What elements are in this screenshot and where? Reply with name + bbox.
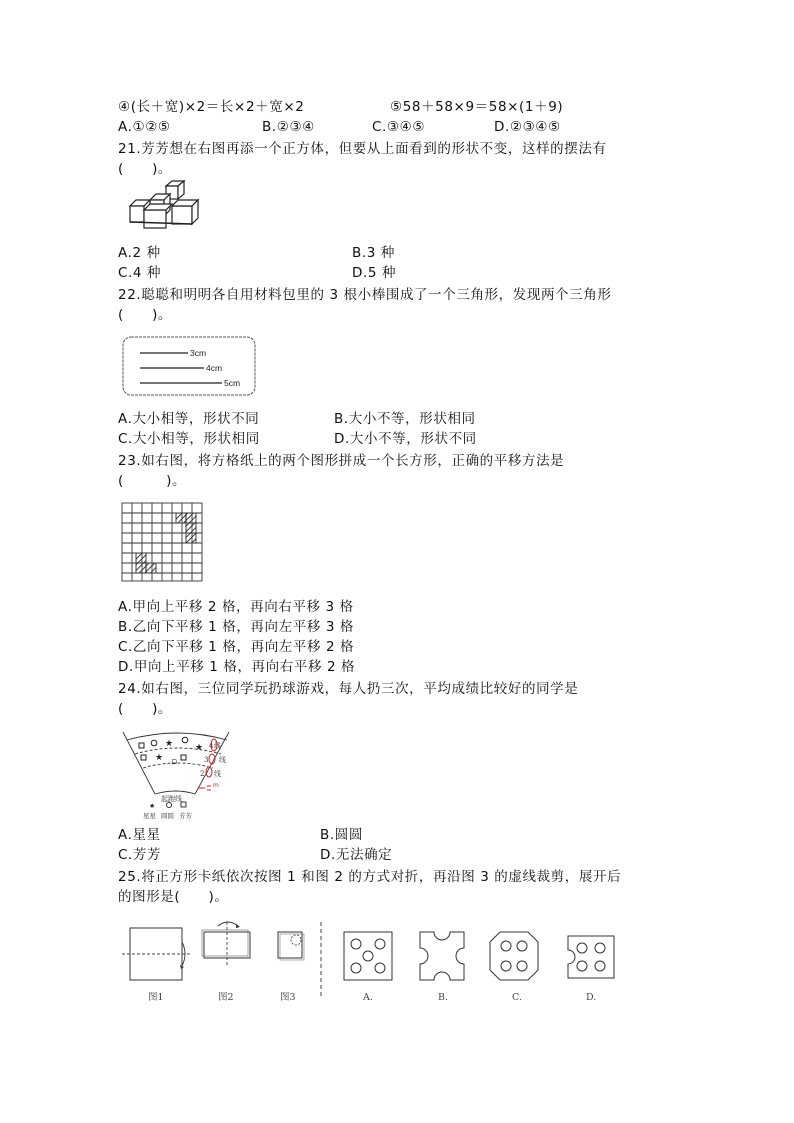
line3-suffix: 线	[219, 756, 226, 764]
stick-3cm-label: 3cm	[190, 348, 207, 358]
answer-a-shape	[344, 932, 392, 980]
q20-option-d[interactable]: D.②③④⑤	[494, 119, 561, 135]
q21-option-a[interactable]: A.2 种	[118, 245, 161, 261]
fig2-label: 图2	[218, 992, 234, 1003]
answer-c-shape	[490, 932, 538, 980]
line4-suffix: 线	[214, 742, 221, 750]
svg-text:★: ★	[195, 743, 204, 753]
grid-paper-figure	[121, 500, 207, 584]
answer-a-label[interactable]: A.	[363, 992, 373, 1003]
q21-option-b[interactable]: B.3 种	[352, 245, 395, 261]
answer-b-shape	[420, 932, 464, 980]
red-handwriting-unit: m	[213, 782, 219, 789]
q21-stem: 21.芳芳想在右图再添一个正方体，但要从上面看到的形状不变，这样的摆法有	[118, 141, 607, 157]
q20-option-c[interactable]: C.③④⑤	[372, 119, 426, 135]
q22-blank: ( )。	[118, 307, 173, 323]
cube-stack-figure	[126, 180, 206, 236]
sticks-material-box	[122, 336, 258, 398]
q24-option-d[interactable]: D.无法确定	[320, 847, 393, 863]
legend-yuanyuan: 圆圆	[161, 812, 174, 820]
answer-d-shape	[568, 936, 614, 978]
fig1-label: 图1	[148, 992, 164, 1003]
q22-option-d[interactable]: D.大小不等，形状不同	[334, 431, 477, 447]
legend-xingxing: 星星	[143, 812, 156, 820]
q23-option-b[interactable]: B.乙向下平移 1 格，再向左平移 3 格	[118, 619, 354, 635]
q20-option-b[interactable]: B.②③④	[262, 119, 315, 135]
line3-number: 3	[204, 756, 209, 764]
svg-text:▫: ▫	[171, 757, 178, 767]
q24-option-a[interactable]: A.星星	[118, 827, 161, 843]
q23-option-d[interactable]: D.甲向上平移 1 格，再向右平移 2 格	[118, 659, 356, 675]
fig3-label: 图3	[280, 992, 296, 1003]
ball-throw-figure	[121, 722, 247, 822]
red-handwriting	[199, 786, 211, 790]
q24-option-b[interactable]: B.圆圆	[320, 827, 363, 843]
q21-option-d[interactable]: D.5 种	[352, 265, 397, 281]
q22-option-b[interactable]: B.大小不等，形状相同	[334, 411, 476, 427]
q23-option-a[interactable]: A.甲向上平移 2 格，再向右平移 3 格	[118, 599, 354, 615]
line2-suffix: 线	[214, 770, 221, 778]
svg-text:★: ★	[165, 739, 174, 749]
svg-text:★: ★	[155, 753, 164, 763]
q24-blank: ( )。	[118, 701, 173, 717]
line4-number: 4	[209, 742, 214, 750]
q21-blank: ( )。	[118, 161, 173, 177]
shape-jia	[176, 513, 196, 543]
q23-stem: 23.如右图，将方格纸上的两个图形拼成一个长方形，正确的平移方法是	[118, 453, 565, 469]
q23-blank: ( )。	[118, 473, 187, 489]
q25-stem: 25.将正方形卡纸依次按图 1 和图 2 的方式对折，再沿图 3 的虚线裁剪，展开后	[118, 869, 622, 885]
svg-text:★: ★	[149, 802, 156, 810]
q24-option-c[interactable]: C.芳芳	[118, 847, 162, 863]
q22-option-a[interactable]: A.大小相等，形状不同	[118, 411, 260, 427]
q20-option-a[interactable]: A.①②⑤	[118, 119, 171, 135]
q22-stem: 22.聪聪和明明各自用材料包里的 3 根小棒围成了一个三角形，发现两个三角形	[118, 287, 612, 303]
answer-c-label[interactable]: C.	[512, 992, 522, 1003]
answer-b-label[interactable]: B.	[438, 992, 449, 1003]
stick-4cm-label: 4cm	[206, 363, 223, 373]
answer-d-label[interactable]: D.	[586, 992, 597, 1003]
q21-option-c[interactable]: C.4 种	[118, 265, 162, 281]
line2-number: 2	[200, 770, 205, 778]
q22-option-c[interactable]: C.大小相等，形状相同	[118, 431, 260, 447]
q24-stem: 24.如右图，三位同学玩扔球游戏，每人扔三次，平均成绩比较好的同学是	[118, 681, 579, 697]
q25-blank: 的图形是( )。	[118, 889, 229, 905]
q20-statement-4: ④(长＋宽)×2＝长×2＋宽×2	[118, 99, 305, 115]
stick-5cm-label: 5cm	[224, 378, 241, 388]
q23-option-c[interactable]: C.乙向下平移 1 格，再向左平移 2 格	[118, 639, 355, 655]
start-line-label: 起跑线	[161, 795, 182, 803]
legend-fangfang: 芳芳	[179, 812, 192, 820]
q20-statement-5: ⑤58＋58×9＝58×(1＋9)	[390, 99, 564, 115]
paper-fold-figure	[118, 918, 630, 1008]
